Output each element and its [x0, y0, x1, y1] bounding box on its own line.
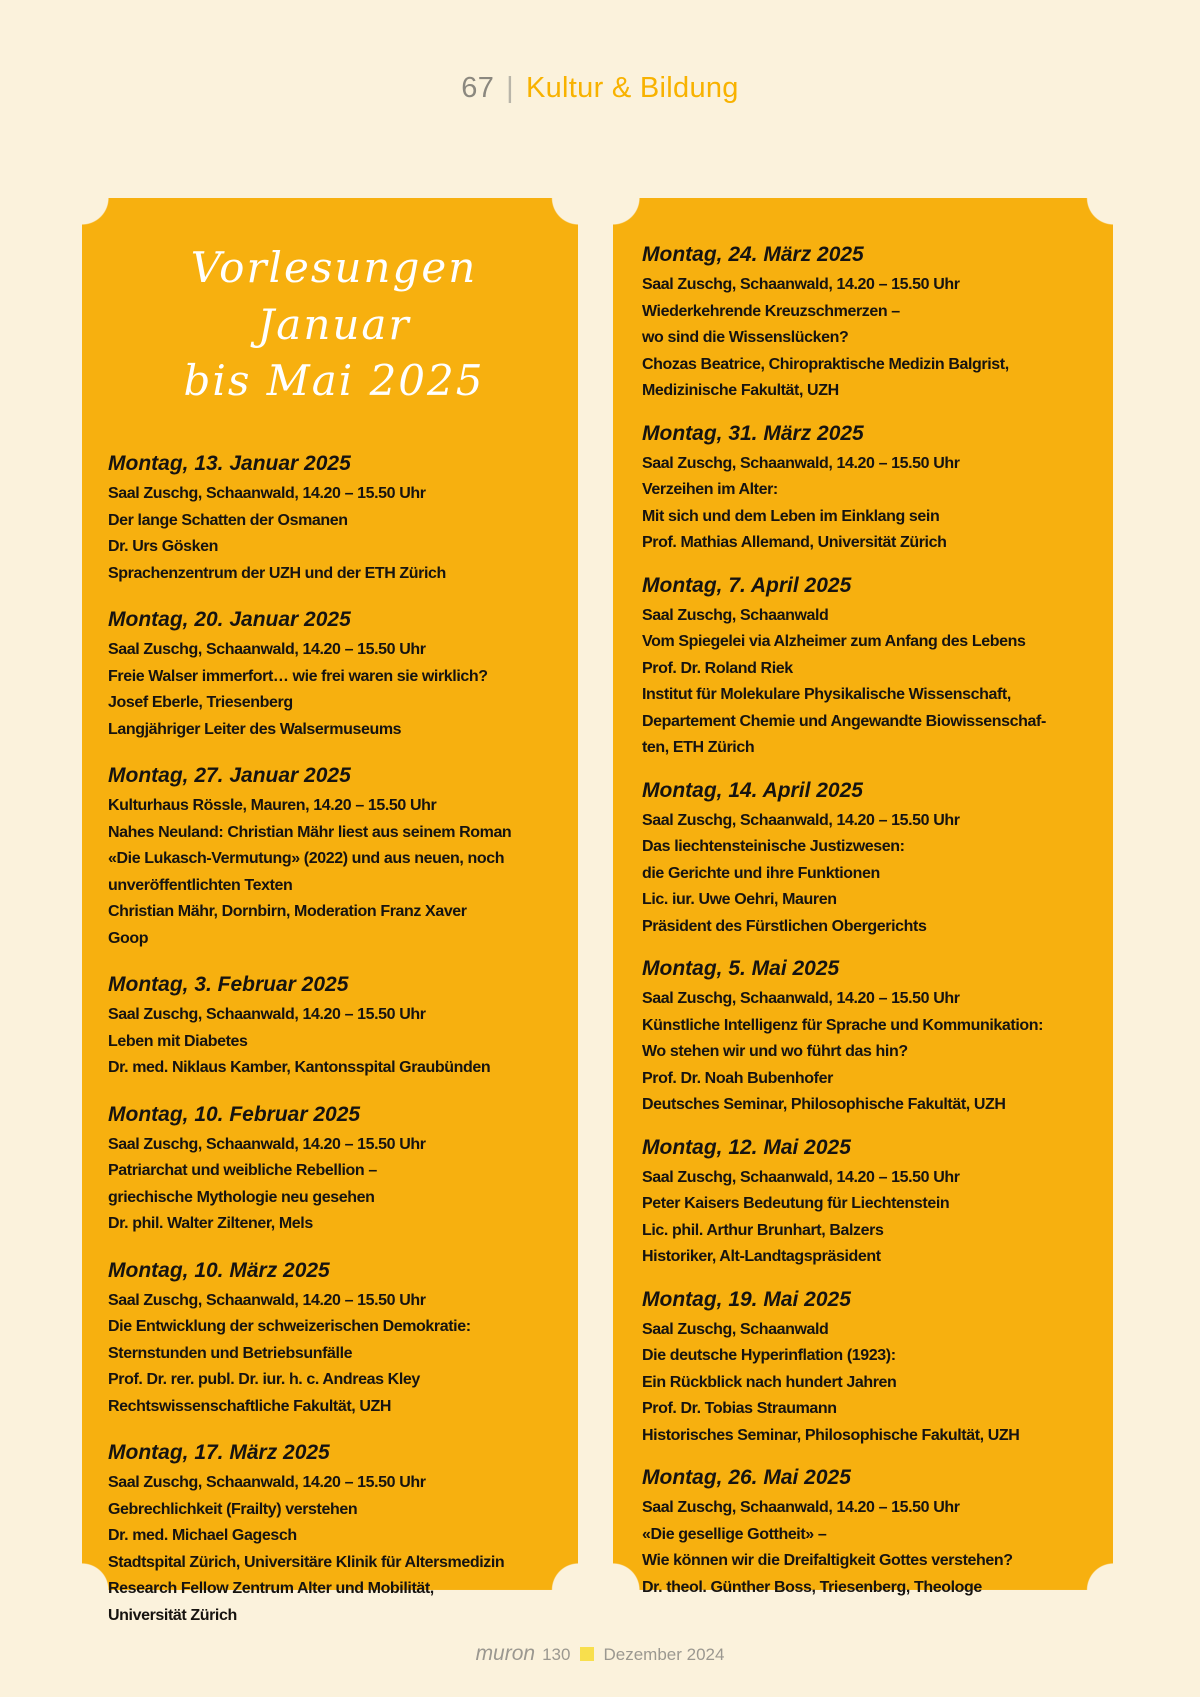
- lecture-date: Montag, 13. Januar 2025: [108, 452, 351, 476]
- lecture-date: Montag, 12. Mai 2025: [642, 1135, 851, 1159]
- lecture-date: Montag, 19. Mai 2025: [642, 1287, 851, 1311]
- lecture-date: Montag, 24. März 2025: [642, 243, 864, 266]
- lecture-detail-line: wo sind die Wissenslücken?: [642, 329, 849, 346]
- lecture-detail-line: Patriarchat und weibliche Rebellion –: [108, 1162, 377, 1180]
- lecture-date: Montag, 27. Januar 2025: [108, 764, 351, 788]
- lecture-detail-line: Gebrechlichkeit (Frailty) verstehen: [108, 1500, 358, 1518]
- lecture-entry: [108, 762, 560, 952]
- footer-date: Dezember 2024: [603, 1645, 725, 1664]
- lecture-detail-line: Peter Kaisers Bedeutung für Liechtenstein: [642, 1195, 950, 1212]
- lecture-detail-line: Saal Zuschg, Schaanwald, 14.20 – 15.50 Uhr: [108, 1135, 426, 1153]
- lecture-detail-line: Josef Eberle, Triesenberg: [108, 694, 293, 712]
- lecture-detail-line: Vom Spiegelei via Alzheimer zum Anfang des Lebens: [642, 633, 1026, 650]
- lecture-detail-line: Dr. phil. Walter Ziltener, Mels: [108, 1215, 313, 1233]
- footer-square-icon: [580, 1647, 594, 1661]
- lecture-detail-line: Dr. Urs Gösken: [108, 538, 219, 556]
- lecture-detail-line: Lic. phil. Arthur Brunhart, Balzers: [642, 1221, 884, 1239]
- lecture-date: Montag, 3. Februar 2025: [108, 973, 349, 997]
- lecture-date: Montag, 5. Mai 2025: [642, 957, 840, 980]
- lecture-detail-line: Kulturhaus Rössle, Mauren, 14.20 – 15.50 Uhr: [108, 797, 437, 815]
- lecture-entry: [642, 1464, 1097, 1601]
- lecture-detail-line: Saal Zuschg, Schaanwald: [642, 1320, 829, 1338]
- lecture-detail-line: Institut für Molekulare Physikalische Wissenschaft,: [642, 686, 1011, 703]
- lecture-entry: [642, 420, 1097, 557]
- lecture-date: Montag, 31. März 2025: [642, 421, 864, 445]
- lecture-detail-line: «Die Lukasch-Vermutung» (2022) und aus neuen, noch: [108, 850, 505, 868]
- lecture-detail-line: Dr. med. Michael Gagesch: [108, 1527, 297, 1545]
- lecture-detail-line: Saal Zuschg, Schaanwald, 14.20 – 15.50 Uhr: [642, 1499, 960, 1516]
- lecture-date: Montag, 10. Februar 2025: [108, 1102, 361, 1126]
- lecture-detail-line: Saal Zuschg, Schaanwald, 14.20 – 15.50 Uhr: [108, 1006, 426, 1024]
- lecture-entry: [108, 971, 560, 1082]
- lecture-detail-line: Chozas Beatrice, Chiropraktische Medizin Balgrist,: [642, 355, 1009, 373]
- lecture-entry: [108, 606, 560, 743]
- lecture-detail-line: Saal Zuschg, Schaanwald: [642, 606, 829, 624]
- panel-title-line2: bis Mai 2025: [183, 356, 485, 406]
- left-entry-list: [108, 450, 560, 1629]
- lecture-detail-line: Ein Rückblick nach hundert Jahren: [642, 1373, 897, 1391]
- panel-title: [108, 240, 560, 410]
- lecture-detail-line: Die deutsche Hyperinflation (1923):: [642, 1347, 896, 1364]
- right-panel: [613, 198, 1113, 1596]
- lecture-detail-line: Research Fellow Zentrum Alter und Mobilität,: [108, 1580, 434, 1598]
- lecture-entry: [108, 1257, 560, 1421]
- lecture-detail-line: Wo stehen wir und wo führt das hin?: [642, 1043, 908, 1060]
- header-separator: |: [506, 72, 514, 104]
- lecture-detail-line: Prof. Dr. rer. publ. Dr. iur. h. c. Andreas Kley: [108, 1371, 420, 1389]
- lecture-entry: [108, 1101, 560, 1238]
- lecture-detail-line: Der lange Schatten der Osmanen: [108, 511, 348, 529]
- lecture-entry: [642, 572, 1097, 762]
- lecture-detail-line: Sprachenzentrum der UZH und der ETH Zürich: [108, 564, 446, 582]
- page-footer: [0, 1642, 1200, 1666]
- lecture-detail-line: Saal Zuschg, Schaanwald, 14.20 – 15.50 Uhr: [642, 990, 960, 1007]
- lecture-detail-line: Freie Walser immerfort… wie frei waren sie wirklich?: [108, 667, 488, 685]
- lecture-detail-line: Deutsches Seminar, Philosophische Fakultät, UZH: [642, 1096, 1006, 1113]
- lecture-detail-line: Saal Zuschg, Schaanwald, 14.20 – 15.50 Uhr: [108, 1291, 426, 1309]
- lecture-detail-line: Rechtswissenschaftliche Fakultät, UZH: [108, 1397, 392, 1415]
- lecture-entry: [642, 1286, 1097, 1450]
- page-number: 67: [461, 72, 495, 104]
- lecture-entry: [108, 450, 560, 587]
- lecture-detail-line: Künstliche Intelligenz für Sprache und Kommunikation:: [642, 1016, 1044, 1034]
- lecture-detail-line: Saal Zuschg, Schaanwald, 14.20 – 15.50 Uhr: [108, 1474, 426, 1492]
- left-panel: [82, 198, 578, 1624]
- lecture-detail-line: Prof. Dr. Roland Riek: [642, 659, 793, 677]
- lecture-date: Montag, 20. Januar 2025: [108, 608, 351, 632]
- lecture-date: Montag, 10. März 2025: [108, 1258, 330, 1282]
- lecture-detail-line: die Gerichte und ihre Funktionen: [642, 864, 880, 882]
- lecture-detail-line: Saal Zuschg, Schaanwald, 14.20 – 15.50 Uhr: [642, 276, 960, 293]
- lecture-detail-line: Saal Zuschg, Schaanwald, 14.20 – 15.50 Uhr: [642, 454, 960, 472]
- lecture-detail-line: Saal Zuschg, Schaanwald, 14.20 – 15.50 Uhr: [642, 1168, 960, 1186]
- lecture-date: Montag, 7. April 2025: [642, 573, 852, 597]
- lecture-detail-line: Stadtspital Zürich, Universitäre Klinik für Altersmedizin: [108, 1553, 505, 1571]
- lecture-date: Montag, 14. April 2025: [642, 778, 863, 802]
- lecture-detail-line: Historisches Seminar, Philosophische Fakultät, UZH: [642, 1426, 1020, 1444]
- lecture-detail-line: Mit sich und dem Leben im Einklang sein: [642, 507, 940, 525]
- lecture-detail-line: unveröffentlichten Texten: [108, 876, 293, 894]
- lecture-entry: [642, 241, 1097, 405]
- lecture-detail-line: Sternstunden und Betriebsunfälle: [108, 1344, 353, 1362]
- lecture-detail-line: Das liechtensteinische Justizwesen:: [642, 838, 905, 855]
- content-columns: [82, 198, 1113, 1624]
- lecture-detail-line: «Die gesellige Gottheit» –: [642, 1525, 827, 1543]
- lecture-detail-line: Dr. med. Niklaus Kamber, Kantonsspital Graubünden: [108, 1059, 491, 1077]
- lecture-detail-line: Die Entwicklung der schweizerischen Demokratie:: [108, 1318, 471, 1336]
- lecture-detail-line: Lic. iur. Uwe Oehri, Mauren: [642, 891, 837, 908]
- lecture-detail-line: Historiker, Alt-Landtagspräsident: [642, 1248, 881, 1265]
- lecture-detail-line: griechische Mythologie neu gesehen: [108, 1188, 375, 1206]
- lecture-detail-line: Leben mit Diabetes: [108, 1032, 248, 1050]
- magazine-name: muron: [475, 1642, 536, 1665]
- right-entry-list: [642, 241, 1097, 1601]
- lecture-entry: [108, 1439, 560, 1629]
- lecture-detail-line: Medizinische Fakultät, UZH: [642, 382, 839, 399]
- lecture-detail-line: Saal Zuschg, Schaanwald, 14.20 – 15.50 Uhr: [108, 485, 426, 503]
- lecture-date: Montag, 17. März 2025: [108, 1441, 330, 1465]
- page-header: [0, 72, 1200, 105]
- lecture-detail-line: Saal Zuschg, Schaanwald, 14.20 – 15.50 Uhr: [642, 811, 960, 829]
- lecture-detail-line: Departement Chemie und Angewandte Biowissenschaf-: [642, 712, 1046, 730]
- lecture-detail-line: Dr. theol. Günther Boss, Triesenberg, Theologe: [642, 1578, 982, 1596]
- lecture-detail-line: Universität Zürich: [108, 1606, 237, 1624]
- lecture-detail-line: Prof. Mathias Allemand, Universität Zürich: [642, 534, 947, 551]
- issue-number: 130: [542, 1645, 571, 1664]
- lecture-detail-line: Saal Zuschg, Schaanwald, 14.20 – 15.50 Uhr: [108, 641, 426, 659]
- lecture-date: Montag, 26. Mai 2025: [642, 1466, 851, 1489]
- lecture-entry: [642, 777, 1097, 941]
- lecture-entry: [642, 1134, 1097, 1271]
- panel-title-line1: Vorlesungen Januar: [190, 243, 478, 349]
- lecture-detail-line: Wiederkehrende Kreuzschmerzen –: [642, 302, 900, 320]
- lecture-detail-line: Prof. Dr. Tobias Straumann: [642, 1400, 837, 1417]
- lecture-detail-line: Verzeihen im Alter:: [642, 481, 778, 498]
- lecture-detail-line: Langjähriger Leiter des Walsermuseums: [108, 720, 402, 738]
- lecture-detail-line: Prof. Dr. Noah Bubenhofer: [642, 1069, 833, 1087]
- lecture-entry: [642, 955, 1097, 1119]
- lecture-detail-line: Nahes Neuland: Christian Mähr liest aus seinem Roman: [108, 823, 512, 841]
- lecture-detail-line: Christian Mähr, Dornbirn, Moderation Franz Xaver: [108, 903, 467, 921]
- section-title: Kultur & Bildung: [525, 72, 739, 104]
- lecture-detail-line: ten, ETH Zürich: [642, 739, 755, 756]
- lecture-detail-line: Goop: [108, 929, 149, 947]
- lecture-detail-line: Präsident des Fürstlichen Obergerichts: [642, 917, 927, 935]
- lecture-detail-line: Wie können wir die Dreifaltigkeit Gottes verstehen?: [642, 1552, 1013, 1569]
